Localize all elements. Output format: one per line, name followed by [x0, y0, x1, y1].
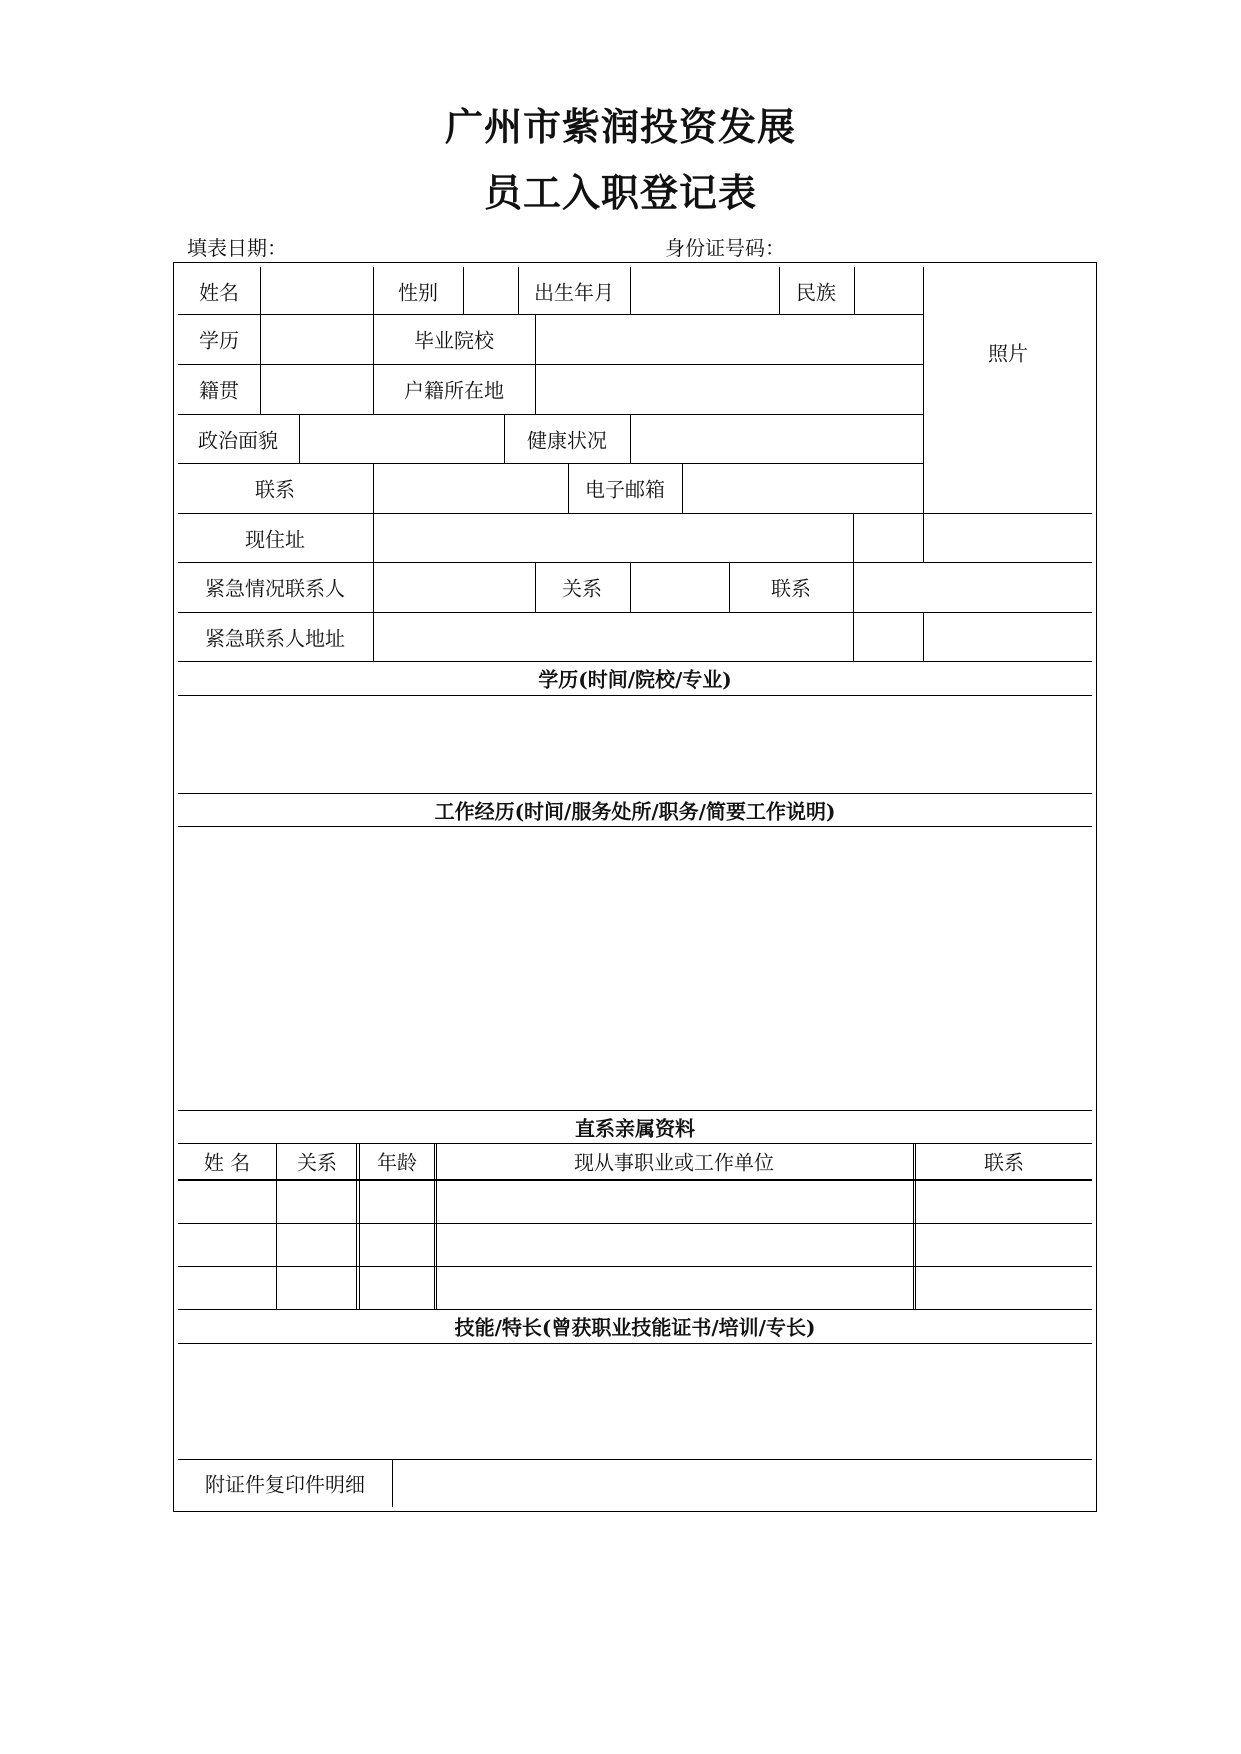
political-field[interactable] — [300, 415, 504, 463]
education-field[interactable] — [261, 315, 373, 364]
ethnicity-field[interactable] — [855, 268, 923, 314]
photo-label: 照片 — [988, 341, 1028, 366]
education-history-field[interactable] — [178, 696, 1092, 793]
emergency-address-label: 紧急联系人地址 — [205, 626, 345, 651]
attachments-field[interactable] — [393, 1460, 1092, 1507]
name-label: 姓名 — [199, 280, 239, 305]
education-label: 学历 — [199, 328, 239, 353]
birth-field[interactable] — [631, 268, 779, 314]
school-field[interactable] — [536, 315, 923, 364]
school-label: 毕业院校 — [414, 328, 494, 353]
relation-label: 关系 — [562, 576, 602, 601]
household-field[interactable] — [536, 365, 923, 414]
relatives-row[interactable] — [178, 1267, 1092, 1309]
gender-label: 性别 — [398, 280, 438, 305]
name-field[interactable] — [261, 268, 373, 314]
relatives-col-contact: 联系 — [984, 1150, 1024, 1175]
email-field[interactable] — [683, 464, 923, 513]
form-title: 员工入职登记表 — [483, 170, 757, 215]
document-title: 广州市紫润投资发展 — [444, 104, 796, 149]
work-history-heading: 工作经历(时间/服务处所/职务/简要工作说明) — [434, 799, 836, 824]
ethnicity-label: 民族 — [796, 280, 836, 305]
relatives-heading: 直系亲属资料 — [575, 1116, 695, 1141]
contact-field[interactable] — [374, 464, 568, 513]
relatives-row[interactable] — [178, 1224, 1092, 1266]
emergency-phone-field[interactable] — [854, 563, 1092, 612]
relation-field[interactable] — [631, 563, 729, 612]
native-place-field[interactable] — [261, 365, 373, 414]
address-label: 现住址 — [245, 527, 305, 552]
skills-heading: 技能/特长(曾获职业技能证书/培训/专长) — [454, 1315, 816, 1340]
work-history-field[interactable] — [178, 827, 1092, 1110]
form-grid — [178, 267, 1092, 1507]
contact-label: 联系 — [255, 477, 295, 502]
id-number-label: 身份证号码： — [665, 236, 785, 260]
health-label: 健康状况 — [527, 428, 607, 453]
birth-label: 出生年月 — [534, 280, 614, 305]
fill-date-label: 填表日期： — [187, 236, 287, 260]
relatives-col-relation: 关系 — [297, 1150, 337, 1175]
relatives-col-age: 年龄 — [377, 1150, 417, 1175]
registration-form — [173, 262, 1097, 1512]
relatives-col-name: 姓 名 — [203, 1150, 251, 1175]
emergency-contact-label: 紧急情况联系人 — [205, 576, 345, 601]
relatives-row[interactable] — [178, 1181, 1092, 1223]
health-field[interactable] — [631, 415, 923, 463]
political-label: 政治面貌 — [198, 428, 278, 453]
email-label: 电子邮箱 — [585, 477, 665, 502]
household-label: 户籍所在地 — [404, 378, 504, 403]
emergency-contact-field[interactable] — [374, 563, 535, 612]
attachments-label: 附证件复印件明细 — [205, 1472, 365, 1497]
skills-field[interactable] — [178, 1344, 1092, 1459]
education-history-heading: 学历(时间/院校/专业) — [538, 667, 732, 692]
relatives-col-occupation: 现从事职业或工作单位 — [574, 1150, 774, 1175]
emergency-address-field[interactable] — [374, 613, 853, 661]
address-field[interactable] — [374, 514, 853, 562]
gender-field[interactable] — [464, 268, 518, 314]
emergency-phone-label: 联系 — [771, 576, 811, 601]
native-place-label: 籍贯 — [199, 378, 239, 403]
